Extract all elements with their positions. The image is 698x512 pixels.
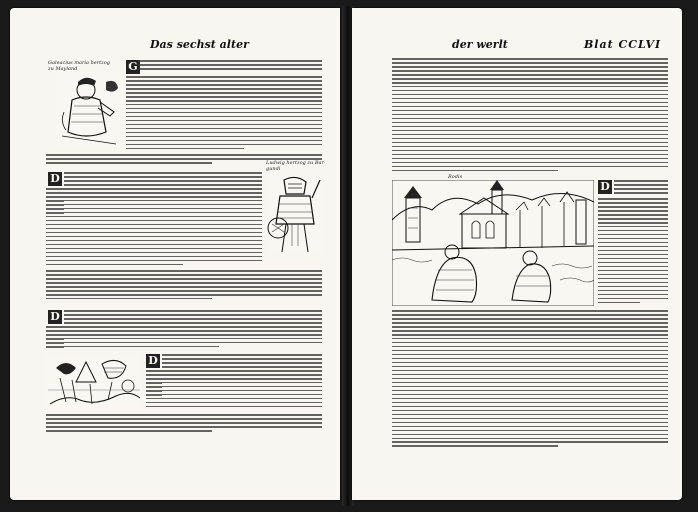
text-block-right-top xyxy=(392,58,668,174)
text-block-full-2 xyxy=(46,270,322,306)
woodcut-duke-galeazzo xyxy=(56,72,122,150)
running-head-right: der werlt xyxy=(452,38,508,51)
text-block-middle xyxy=(64,172,262,270)
text-block-first-lines xyxy=(138,60,322,74)
marginal-note-mayland: zu Mayland xyxy=(48,66,78,72)
marginal-note-galeacius: Galeacius maria hertzog xyxy=(48,60,110,66)
left-page xyxy=(10,8,340,500)
drop-cap-d-right: D xyxy=(598,180,612,194)
marginal-note-ludwig: Ludwig hertzog zu Bar- xyxy=(266,160,326,166)
woodcut-knight xyxy=(266,176,324,254)
text-block-right-side-top xyxy=(614,180,668,196)
drop-cap-d-2: D xyxy=(48,310,62,324)
text-block-lower-1-indent xyxy=(46,326,64,350)
text-block-middle-indent xyxy=(46,188,64,268)
text-block-right-side xyxy=(598,198,668,306)
text-block-lower-2-indent xyxy=(146,370,162,412)
running-head-left: Das sechst alter xyxy=(150,38,249,51)
marginal-note-rodis: Rodis xyxy=(448,174,463,180)
folio-number: Blat CCLVI xyxy=(584,38,662,51)
text-block-right-bottom xyxy=(392,310,668,450)
text-block-top-right xyxy=(126,76,322,156)
right-page xyxy=(352,8,682,500)
text-block-lower-2 xyxy=(162,354,322,412)
drop-cap-g: G xyxy=(126,60,140,74)
woodcut-rhodes-city xyxy=(392,180,594,306)
text-block-bottom xyxy=(46,414,322,436)
drop-cap-d-1: D xyxy=(48,172,62,186)
marginal-note-gundi: gundi xyxy=(266,166,281,172)
drop-cap-d-3: D xyxy=(146,354,160,368)
woodcut-landscape-scene xyxy=(46,354,142,412)
text-block-lower-1 xyxy=(64,310,322,350)
